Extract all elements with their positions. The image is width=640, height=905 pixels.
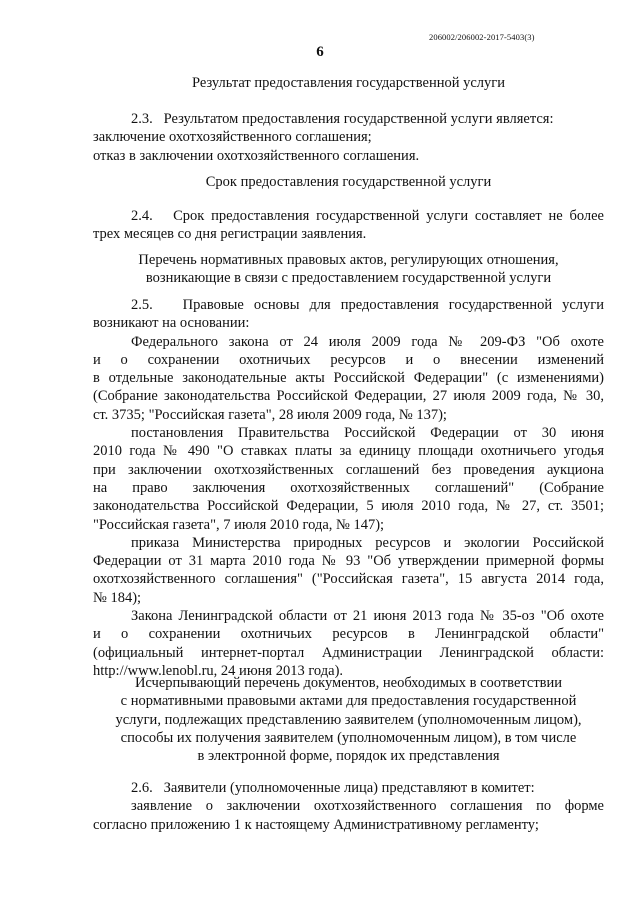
paragraph-text: Заявители (уполномоченные лица) представляют в комитет: <box>163 780 535 796</box>
paragraph-text: Результатом предоставления государственной услуги является: <box>163 111 554 127</box>
document-registration-number: 206002/206002-2017-5403(3) <box>429 32 535 42</box>
paragraph-number: 2.3. <box>131 111 153 127</box>
paragraph-2-6 <box>93 779 604 834</box>
paragraph-number: 2.4. <box>131 208 153 224</box>
legal-act-ministry-order: приказа Министерства природных ресурсов и экологии Российской Федерации от 31 марта 2010 года № 93 "Об утверждении примерной формы охотхозяйственного соглашения" ("Российская газета", 15 августа 2014 года, № 184); <box>93 534 604 606</box>
heading-line: в электронной форме, порядок их представления <box>197 748 500 765</box>
heading-line: Перечень нормативных правовых актов, регулирующих отношения, <box>138 252 559 268</box>
paragraph-2-5 <box>93 296 604 680</box>
paragraph-text: возникают на основании: <box>93 315 250 332</box>
paragraph-2-3 <box>93 110 604 165</box>
list-item: заявление о заключении охотхозяйственного соглашения по форме <box>131 798 604 815</box>
list-item: отказ в заключении охотхозяйственного соглашения. <box>93 147 420 164</box>
legal-act-regional-law: Закона Ленинградской области от 21 июня 2013 года № 35-оз "Об охоте и о сохранении охотничьих ресурсов в Ленинградской области" (официальный интернет-портал Администрации Ленинградской области: http://www.lenobl.ru, 24 июня 2013 года). <box>93 608 604 679</box>
heading-line: Исчерпывающий перечень документов, необходимых в соответствии <box>134 675 563 691</box>
paragraph-2-4 <box>93 207 604 244</box>
list-item: заключение охотхозяйственного соглашения; <box>93 129 372 146</box>
page-number: 6 <box>316 44 324 60</box>
paragraph-number: 2.5. <box>131 297 153 313</box>
paragraph-number: 2.6. <box>131 780 153 796</box>
paragraph-text: Срок предоставления государственной услуги составляет не более <box>173 208 604 224</box>
list-item-continuation: согласно приложению 1 к настоящему Административному регламенту; <box>93 816 539 833</box>
section-heading-term: Срок предоставления государственной услуги <box>205 174 492 190</box>
section-heading-legal-acts <box>93 251 604 288</box>
section-heading-result: Результат предоставления государственной услуги <box>192 75 505 91</box>
heading-line: возникающие в связи с предоставлением государственной услуги <box>145 270 552 287</box>
heading-line: с нормативными правовыми актами для предоставления государственной <box>120 693 577 710</box>
paragraph-text: Правовые основы для предоставления государственной услуги <box>182 297 604 313</box>
legal-act-government-decree: постановления Правительства Российской Федерации от 30 июня 2010 года № 490 "О ставках платы за единицу площади охотничьего угодья при заключении охотхозяйственных соглашений без проведения аукциона на право заключения охотхозяйственных соглашений" (Собрание законодательства Российской Федерации, 5 июля 2010 года, № 27, ст. 3501; "Российская газета", 7 июля 2010 года, № 147); <box>93 425 604 533</box>
paragraph-text: трех месяцев со дня регистрации заявления. <box>93 226 367 243</box>
legal-act-federal-law: Федерального закона от 24 июля 2009 года № 209-ФЗ "Об охоте и о сохранении охотничьих ресурсов и о внесении изменений в отдельные законодательные акты Российской Федерации" (с изменениями) (Собрание законодательства Российской Федерации, 27 июля 2009 года, № 30, ст. 3735; "Российская газета", 28 июля 2009 года, № 137); <box>93 333 604 423</box>
heading-line: услуги, подлежащих представлению заявителем (уполномоченным лицом), <box>115 711 582 728</box>
section-heading-documents <box>93 674 604 765</box>
heading-line: способы их получения заявителем (уполномоченным лицом), в том числе <box>120 729 577 746</box>
